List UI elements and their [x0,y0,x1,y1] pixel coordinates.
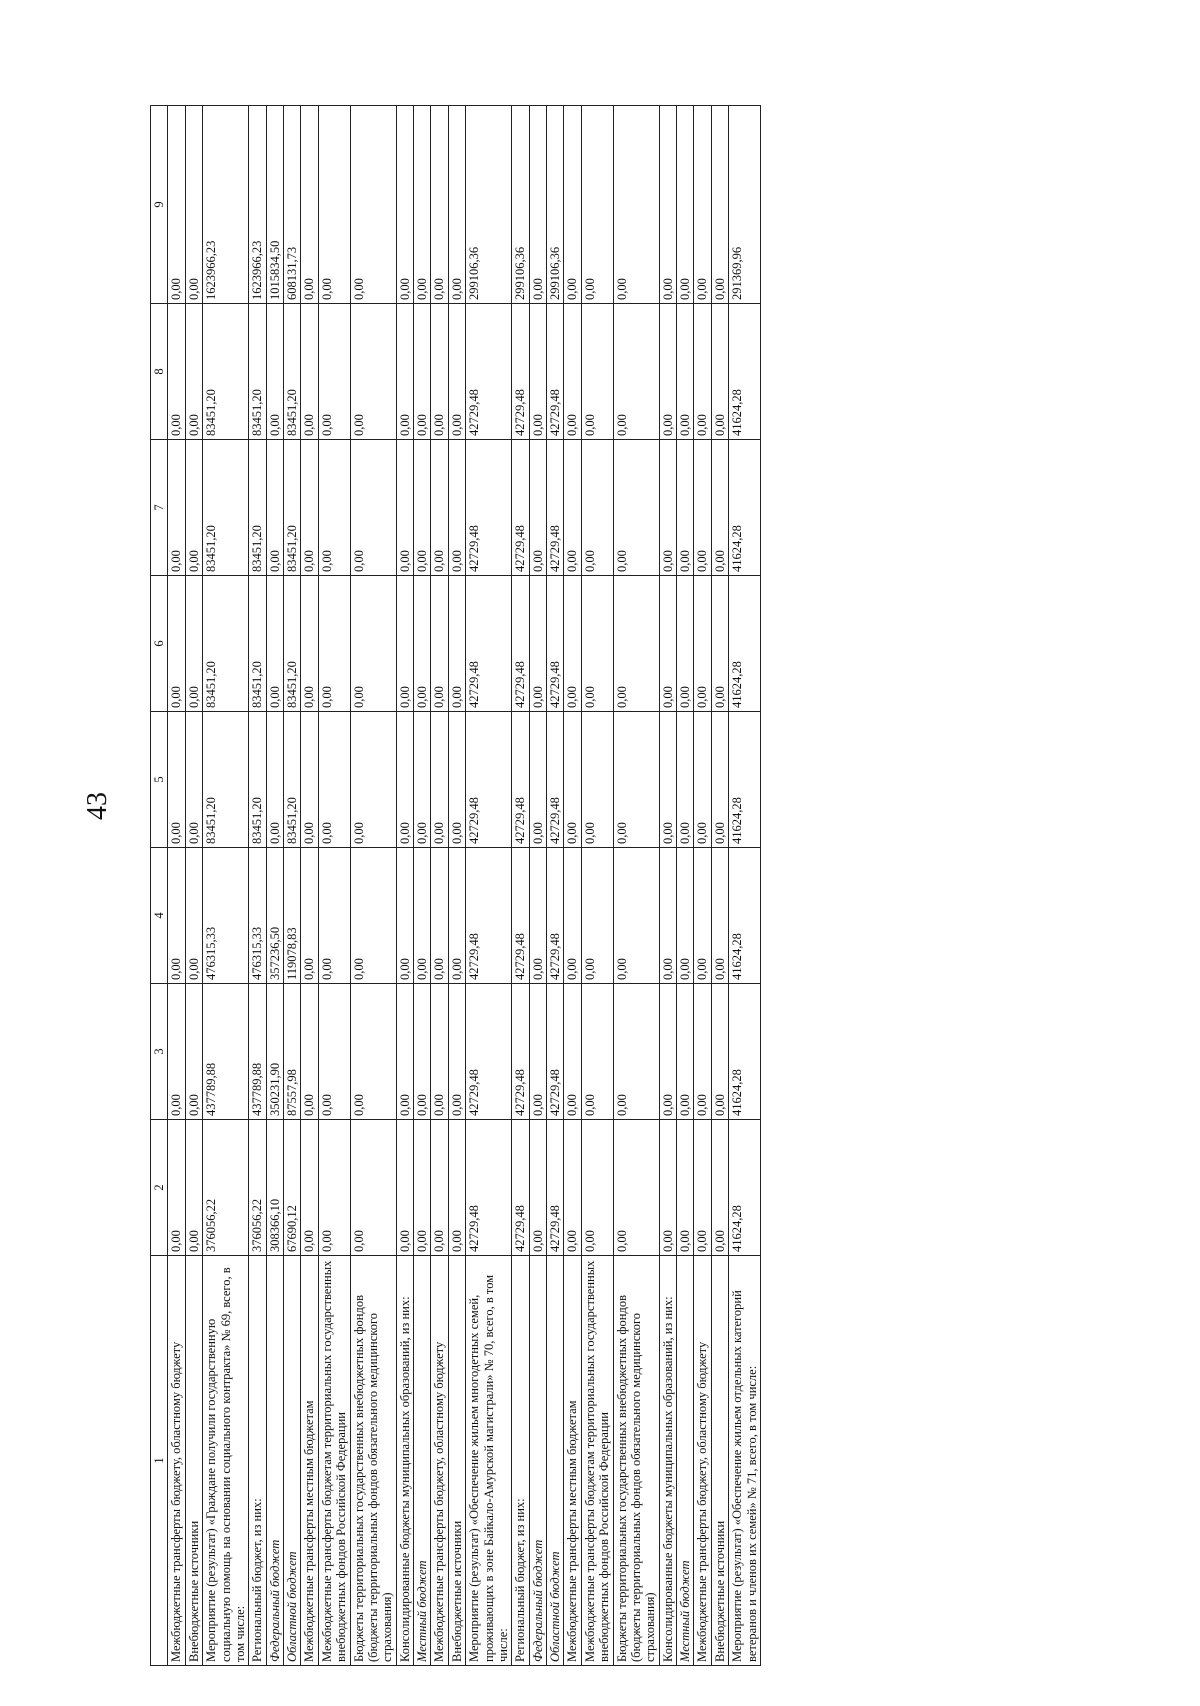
table-cell: 0,00 [448,1120,465,1256]
table-row [547,106,564,1666]
table-row [266,106,283,1666]
table-cell: 41624,28 [729,1120,761,1256]
table-cell: 83451,20 [284,304,301,440]
table-cell: 0,00 [448,576,465,712]
table-cell: 0,00 [185,576,202,712]
table-cell: 119078,83 [284,848,301,984]
column-header: 4 [151,848,168,984]
table-cell: 83451,20 [249,712,266,848]
table-row [694,106,711,1666]
table-cell: 0,00 [350,106,396,304]
table-cell: 42729,48 [512,712,529,848]
table-cell: 0,00 [694,1120,711,1256]
table-cell: 42729,48 [547,984,564,1120]
table-cell: 0,00 [694,576,711,712]
table-cell: 0,00 [318,304,350,440]
table-cell: 0,00 [266,712,283,848]
table-cell: 476315,33 [249,848,266,984]
table-cell: 0,00 [564,304,581,440]
table-cell: 42729,48 [512,440,529,576]
table-row [448,106,465,1666]
table-cell: 0,00 [564,440,581,576]
table-cell: 299106,36 [466,106,512,304]
table-cell: 0,00 [677,984,694,1120]
table-cell: 0,00 [301,576,318,712]
table-row [414,106,431,1666]
table-cell: 437789,88 [249,984,266,1120]
table-cell: 42729,48 [466,712,512,848]
table-cell: 0,00 [350,1120,396,1256]
row-label: Мероприятие (результат) «Обеспечение жильем отдельных категорий ветеранов и членов их семей» № 71, всего, в том числе: [729,1256,761,1666]
table-cell: 42729,48 [547,1120,564,1256]
table-cell: 0,00 [659,712,676,848]
table-row [350,106,396,1666]
table-cell: 42729,48 [466,440,512,576]
table-cell: 0,00 [448,848,465,984]
table-cell: 0,00 [613,576,659,712]
table-cell: 0,00 [185,440,202,576]
table-cell: 0,00 [414,106,431,304]
table-cell: 0,00 [414,848,431,984]
table-cell: 83451,20 [284,712,301,848]
table-cell: 42729,48 [547,304,564,440]
table-cell: 0,00 [448,712,465,848]
table-cell: 0,00 [529,984,546,1120]
table-cell: 42729,48 [466,304,512,440]
table-cell: 0,00 [414,712,431,848]
budget-table [150,105,761,1666]
column-header: 6 [151,576,168,712]
rotated-page-content [150,106,1070,1666]
row-label: Внебюджетные источники [448,1256,465,1666]
table-cell: 0,00 [694,106,711,304]
table-cell: 0,00 [396,106,413,304]
table-cell: 0,00 [564,848,581,984]
header-row [151,106,168,1666]
table-cell: 0,00 [659,304,676,440]
column-header: 2 [151,1120,168,1256]
table-cell: 0,00 [694,984,711,1120]
table-cell: 0,00 [711,712,728,848]
table-body [168,106,761,1666]
table-cell: 357236,50 [266,848,283,984]
row-label: Федеральный бюджет [266,1256,283,1666]
table-cell: 299106,36 [512,106,529,304]
table-cell: 437789,88 [203,984,249,1120]
table-cell: 0,00 [396,848,413,984]
table-cell: 41624,28 [729,576,761,712]
table-cell: 83451,20 [203,304,249,440]
table-cell: 0,00 [185,848,202,984]
column-header: 1 [151,1256,168,1666]
table-cell: 0,00 [431,848,448,984]
row-label: Областной бюджет [284,1256,301,1666]
row-label: Внебюджетные источники [185,1256,202,1666]
column-header: 5 [151,712,168,848]
table-cell: 0,00 [711,106,728,304]
table-row [512,106,529,1666]
table-cell: 0,00 [711,304,728,440]
table-row [203,106,249,1666]
table-cell: 0,00 [581,576,613,712]
table-cell: 0,00 [301,440,318,576]
table-cell: 608131,73 [284,106,301,304]
table-cell: 0,00 [185,1120,202,1256]
table-cell: 0,00 [694,440,711,576]
table-cell: 83451,20 [284,576,301,712]
table-cell: 376056,22 [249,1120,266,1256]
table-cell: 0,00 [185,984,202,1120]
table-cell: 41624,28 [729,848,761,984]
table-cell: 0,00 [266,304,283,440]
table-cell: 83451,20 [284,440,301,576]
table-cell: 0,00 [396,712,413,848]
column-header: 7 [151,440,168,576]
table-cell: 42729,48 [547,712,564,848]
row-label: Межбюджетные трансферты бюджету, областному бюджету [431,1256,448,1666]
column-header: 9 [151,106,168,304]
table-cell: 0,00 [613,440,659,576]
table-cell: 0,00 [318,848,350,984]
table-row [677,106,694,1666]
table-cell: 0,00 [318,576,350,712]
table-cell: 0,00 [448,984,465,1120]
table-cell: 0,00 [168,304,185,440]
table-cell: 0,00 [431,1120,448,1256]
table-cell: 0,00 [414,1120,431,1256]
row-label: Региональный бюджет, из них: [512,1256,529,1666]
table-cell: 0,00 [431,984,448,1120]
table-cell: 0,00 [564,106,581,304]
row-label: Межбюджетные трансферты бюджету, областному бюджету [168,1256,185,1666]
row-label: Областной бюджет [547,1256,564,1666]
table-cell: 0,00 [529,304,546,440]
table-cell: 0,00 [613,1120,659,1256]
table-cell: 0,00 [529,440,546,576]
table-cell: 42729,48 [512,848,529,984]
table-cell: 42729,48 [512,984,529,1120]
table-row [185,106,202,1666]
table-cell: 0,00 [301,712,318,848]
table-cell: 0,00 [350,712,396,848]
table-row [284,106,301,1666]
table-cell: 87557,98 [284,984,301,1120]
row-label: Мероприятие (результат) «Обеспечение жильем многодетных семей, проживающих в зоне Байкало-Амурской магистрали» № 70, всего, в том числе: [466,1256,512,1666]
table-cell: 0,00 [350,304,396,440]
table-cell: 0,00 [677,1120,694,1256]
table-cell: 0,00 [185,304,202,440]
table-cell: 0,00 [659,576,676,712]
table-cell: 42729,48 [547,576,564,712]
table-cell: 0,00 [581,440,613,576]
table-cell: 0,00 [677,106,694,304]
table-cell: 0,00 [396,440,413,576]
column-header: 3 [151,984,168,1120]
row-label: Бюджеты территориальных государственных внебюджетных фондов (бюджеты территориальных фондов обязательного медицинского страхования) [350,1256,396,1666]
table-cell: 0,00 [168,712,185,848]
table-cell: 83451,20 [249,576,266,712]
table-cell: 0,00 [350,984,396,1120]
table-cell: 0,00 [613,712,659,848]
table-row [613,106,659,1666]
table-cell: 0,00 [711,1120,728,1256]
table-cell: 0,00 [318,106,350,304]
table-cell: 0,00 [414,576,431,712]
table-cell: 1623966,23 [249,106,266,304]
table-cell: 41624,28 [729,304,761,440]
table-cell: 0,00 [350,576,396,712]
row-label: Мероприятие (результат) «Граждане получили государственную социальную помощь на основании социального контракта» № 69, всего, в том числе: [203,1256,249,1666]
table-cell: 0,00 [168,576,185,712]
table-cell: 0,00 [613,304,659,440]
table-cell: 0,00 [396,304,413,440]
table-cell: 67690,12 [284,1120,301,1256]
table-cell: 0,00 [694,712,711,848]
table-cell: 0,00 [414,984,431,1120]
table-cell: 0,00 [301,848,318,984]
table-cell: 0,00 [677,576,694,712]
row-label: Межбюджетные трансферты бюджетам территориальных государственных внебюджетных фондов Российской Федерации [581,1256,613,1666]
table-row [168,106,185,1666]
table-cell: 83451,20 [203,712,249,848]
table-row [564,106,581,1666]
table-cell: 42729,48 [547,440,564,576]
table-cell: 0,00 [677,848,694,984]
table-cell: 42729,48 [466,576,512,712]
row-label: Межбюджетные трансферты местным бюджетам [564,1256,581,1666]
table-row [431,106,448,1666]
table-cell: 0,00 [431,304,448,440]
table-cell: 42729,48 [512,304,529,440]
table-cell: 0,00 [431,712,448,848]
table-row [581,106,613,1666]
table-cell: 376056,22 [203,1120,249,1256]
table-cell: 0,00 [414,440,431,576]
table-cell: 0,00 [185,712,202,848]
table-cell: 0,00 [659,848,676,984]
row-label: Межбюджетные трансферты бюджету, областному бюджету [694,1256,711,1666]
table-cell: 0,00 [301,304,318,440]
row-label: Региональный бюджет, из них: [249,1256,266,1666]
table-cell: 0,00 [613,106,659,304]
table-row [249,106,266,1666]
row-label: Бюджеты территориальных государственных внебюджетных фондов (бюджеты территориальных фондов обязательного медицинского страхования) [613,1256,659,1666]
table-cell: 83451,20 [249,440,266,576]
table-cell: 0,00 [529,576,546,712]
table-cell: 0,00 [301,106,318,304]
table-cell: 0,00 [396,984,413,1120]
table-cell: 0,00 [318,1120,350,1256]
table-cell: 0,00 [529,106,546,304]
table-cell: 0,00 [168,106,185,304]
table-cell: 0,00 [396,576,413,712]
table-cell: 0,00 [168,440,185,576]
table-cell: 0,00 [677,440,694,576]
table-cell: 291369,96 [729,106,761,304]
table-cell: 0,00 [529,712,546,848]
table-cell: 0,00 [318,712,350,848]
row-label: Межбюджетные трансферты бюджетам территориальных государственных внебюджетных фондов Российской Федерации [318,1256,350,1666]
table-cell: 0,00 [711,576,728,712]
table-cell: 308366,10 [266,1120,283,1256]
table-cell: 83451,20 [249,304,266,440]
table-cell: 0,00 [168,1120,185,1256]
table-row [466,106,512,1666]
table-cell: 83451,20 [203,440,249,576]
table-cell: 0,00 [318,984,350,1120]
table-cell: 0,00 [581,984,613,1120]
table-cell: 0,00 [613,848,659,984]
table-cell: 0,00 [581,712,613,848]
table-cell: 0,00 [613,984,659,1120]
table-row [301,106,318,1666]
column-header: 8 [151,304,168,440]
table-cell: 0,00 [301,1120,318,1256]
table-cell: 0,00 [396,1120,413,1256]
table-cell: 0,00 [414,304,431,440]
table-row [529,106,546,1666]
table-cell: 0,00 [431,576,448,712]
table-row [659,106,676,1666]
table-cell: 1015834,50 [266,106,283,304]
table-cell: 0,00 [711,440,728,576]
row-label: Консолидированные бюджеты муниципальных образований, из них: [396,1256,413,1666]
table-cell: 0,00 [564,712,581,848]
table-cell: 299106,36 [547,106,564,304]
table-cell: 41624,28 [729,984,761,1120]
table-cell: 0,00 [564,984,581,1120]
table-cell: 0,00 [581,304,613,440]
table-cell: 476315,33 [203,848,249,984]
row-label: Внебюджетные источники [711,1256,728,1666]
table-cell: 0,00 [318,440,350,576]
table-cell: 0,00 [659,984,676,1120]
table-cell: 0,00 [659,106,676,304]
table-cell: 0,00 [529,1120,546,1256]
table-cell: 350231,90 [266,984,283,1120]
table-cell: 0,00 [711,848,728,984]
table-cell: 0,00 [581,1120,613,1256]
row-label: Федеральный бюджет [529,1256,546,1666]
table-cell: 0,00 [564,576,581,712]
table-row [729,106,761,1666]
row-label: Межбюджетные трансферты местным бюджетам [301,1256,318,1666]
table-cell: 0,00 [448,304,465,440]
row-label: Консолидированные бюджеты муниципальных образований, из них: [659,1256,676,1666]
table-cell: 42729,48 [547,848,564,984]
table-cell: 41624,28 [729,712,761,848]
table-row [711,106,728,1666]
table-cell: 0,00 [581,106,613,304]
table-cell: 0,00 [564,1120,581,1256]
table-cell: 0,00 [448,106,465,304]
table-cell: 0,00 [431,440,448,576]
table-cell: 83451,20 [203,576,249,712]
table-cell: 0,00 [711,984,728,1120]
table-cell: 0,00 [185,106,202,304]
table-cell: 0,00 [431,106,448,304]
row-label: Местный бюджет [414,1256,431,1666]
table-cell: 41624,28 [729,440,761,576]
table-cell: 42729,48 [512,576,529,712]
table-cell: 0,00 [266,576,283,712]
table-cell: 42729,48 [466,1120,512,1256]
table-cell: 0,00 [677,304,694,440]
table-cell: 0,00 [659,1120,676,1256]
row-label: Местный бюджет [677,1256,694,1666]
table-cell: 0,00 [529,848,546,984]
table-cell: 0,00 [301,984,318,1120]
table-cell: 0,00 [168,984,185,1120]
table-cell: 0,00 [677,712,694,848]
table-cell: 0,00 [168,848,185,984]
table-cell: 0,00 [694,304,711,440]
table-cell: 0,00 [266,440,283,576]
table-cell: 1623966,23 [203,106,249,304]
table-cell: 0,00 [350,848,396,984]
table-cell: 0,00 [350,440,396,576]
table-cell: 42729,48 [512,1120,529,1256]
table-row [396,106,413,1666]
table-cell: 42729,48 [466,848,512,984]
table-cell: 0,00 [448,440,465,576]
table-cell: 0,00 [581,848,613,984]
table-cell: 0,00 [659,440,676,576]
table-cell: 42729,48 [466,984,512,1120]
table-row [318,106,350,1666]
table-cell: 0,00 [694,848,711,984]
page-number: 43 [82,792,113,820]
